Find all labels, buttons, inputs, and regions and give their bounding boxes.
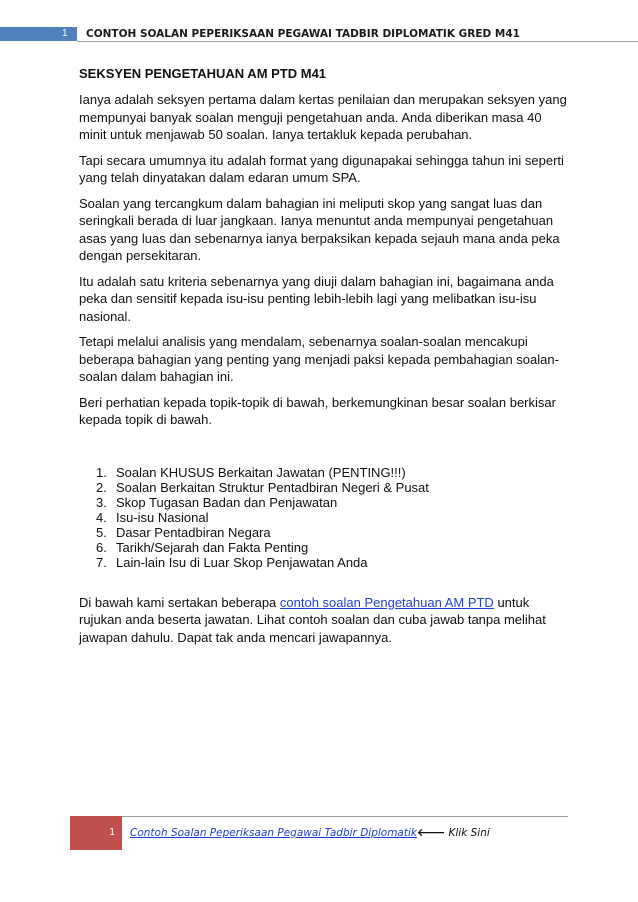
footer-divider	[122, 816, 568, 817]
paragraph: Tetapi melalui analisis yang mendalam, sebenarnya soalan-soalan mencakupi beberapa bahagian yang penting yang menjadi paksi kepada pembahagian soalan-soalan dalam bahagian ini.	[79, 334, 559, 384]
list-text: Dasar Pentadbiran Negara	[116, 524, 271, 540]
footer-text	[130, 826, 490, 839]
list-text: Soalan KHUSUS Berkaitan Jawatan (PENTING!!!)	[116, 464, 406, 480]
page-header	[0, 27, 638, 41]
list-number: 2.	[96, 479, 107, 495]
list-text: Lain-lain Isu di Luar Skop Penjawatan Anda	[116, 554, 368, 570]
list-item	[79, 495, 567, 510]
page-footer	[70, 816, 568, 850]
list-item	[79, 480, 567, 495]
document-body	[79, 66, 567, 659]
footer-link[interactable]: Contoh Soalan Peperiksaan Pegawai Tadbir Diplomatik	[130, 827, 417, 839]
list-number: 4.	[96, 509, 107, 525]
list-text: Soalan Berkaitan Struktur Pentadbiran Negeri & Pusat	[116, 479, 429, 495]
list-text: Isu-isu Nasional	[116, 509, 209, 525]
footer-klik-sini: Klik Sini	[448, 827, 490, 839]
list-number: 1.	[96, 464, 107, 480]
list-text: Skop Tugasan Badan dan Penjawatan	[116, 494, 338, 510]
sample-questions-link[interactable]: contoh soalan Pengetahuan AM PTD	[279, 594, 494, 610]
list-number: 5.	[96, 524, 107, 540]
closing-text-after: untuk rujukan anda beserta jawatan. Lihat contoh soalan dan cuba jawab tanpa melihat jawapan dahulu. Dapat tak anda mencari jawapannya.	[79, 594, 546, 645]
paragraph: Soalan yang tercangkum dalam bahagian ini meliputi skop yang sangat luas dan seringkali berada di luar jangkaan. Ianya menuntut anda mempunyai pengetahuan asas yang luas dan sebenarnya ianya berpaksikan kepada sejauh mana anda peka dengan persekitaran.	[79, 195, 560, 263]
paragraph: Itu adalah satu kriteria sebenarnya yang diuji dalam bahagian ini, bagaimana anda peka dan sensitif kepada isu-isu penting lebih-lebih lagi yang melibatkan isu-isu nasional.	[79, 273, 554, 324]
list-item	[79, 510, 567, 525]
arrow-left-icon: 🡐	[416, 827, 446, 839]
paragraph: Beri perhatian kepada topik-topik di bawah, berkemungkinan besar soalan berkisar kepada topik di bawah.	[79, 394, 556, 427]
header-divider	[77, 41, 638, 42]
list-item	[79, 555, 567, 570]
paragraph: Ianya adalah seksyen pertama dalam kertas penilaian dan merupakan seksyen yang mempunyai banyak soalan menguji pengetahuan anda. Anda diberikan masa 40 minit untuk menjawab 50 soalan. Ianya tertakluk kepada perubahan.	[79, 92, 567, 142]
footer-accent-block	[70, 816, 122, 850]
topic-list	[79, 465, 567, 570]
list-item	[79, 465, 567, 480]
header-accent-block	[0, 27, 77, 41]
paragraph: Tapi secara umumnya itu adalah format yang digunapakai sehingga tahun ini seperti yang telah dinyatakan dalam edaran umum SPA.	[79, 152, 564, 185]
list-item	[79, 525, 567, 540]
closing-paragraph	[79, 594, 567, 647]
footer-page-number: 1	[109, 827, 116, 838]
list-number: 6.	[96, 539, 107, 555]
header-page-number: 1	[62, 28, 68, 39]
list-number: 3.	[96, 494, 107, 510]
section-heading: SEKSYEN PENGETAHUAN AM PTD M41	[79, 66, 327, 81]
list-item	[79, 540, 567, 555]
closing-text-before: Di bawah kami sertakan beberapa	[79, 594, 280, 610]
list-number: 7.	[96, 554, 107, 570]
header-title: CONTOH SOALAN PEPERIKSAAN PEGAWAI TADBIR DIPLOMATIK GRED M41	[86, 28, 520, 40]
list-text: Tarikh/Sejarah dan Fakta Penting	[116, 539, 309, 555]
